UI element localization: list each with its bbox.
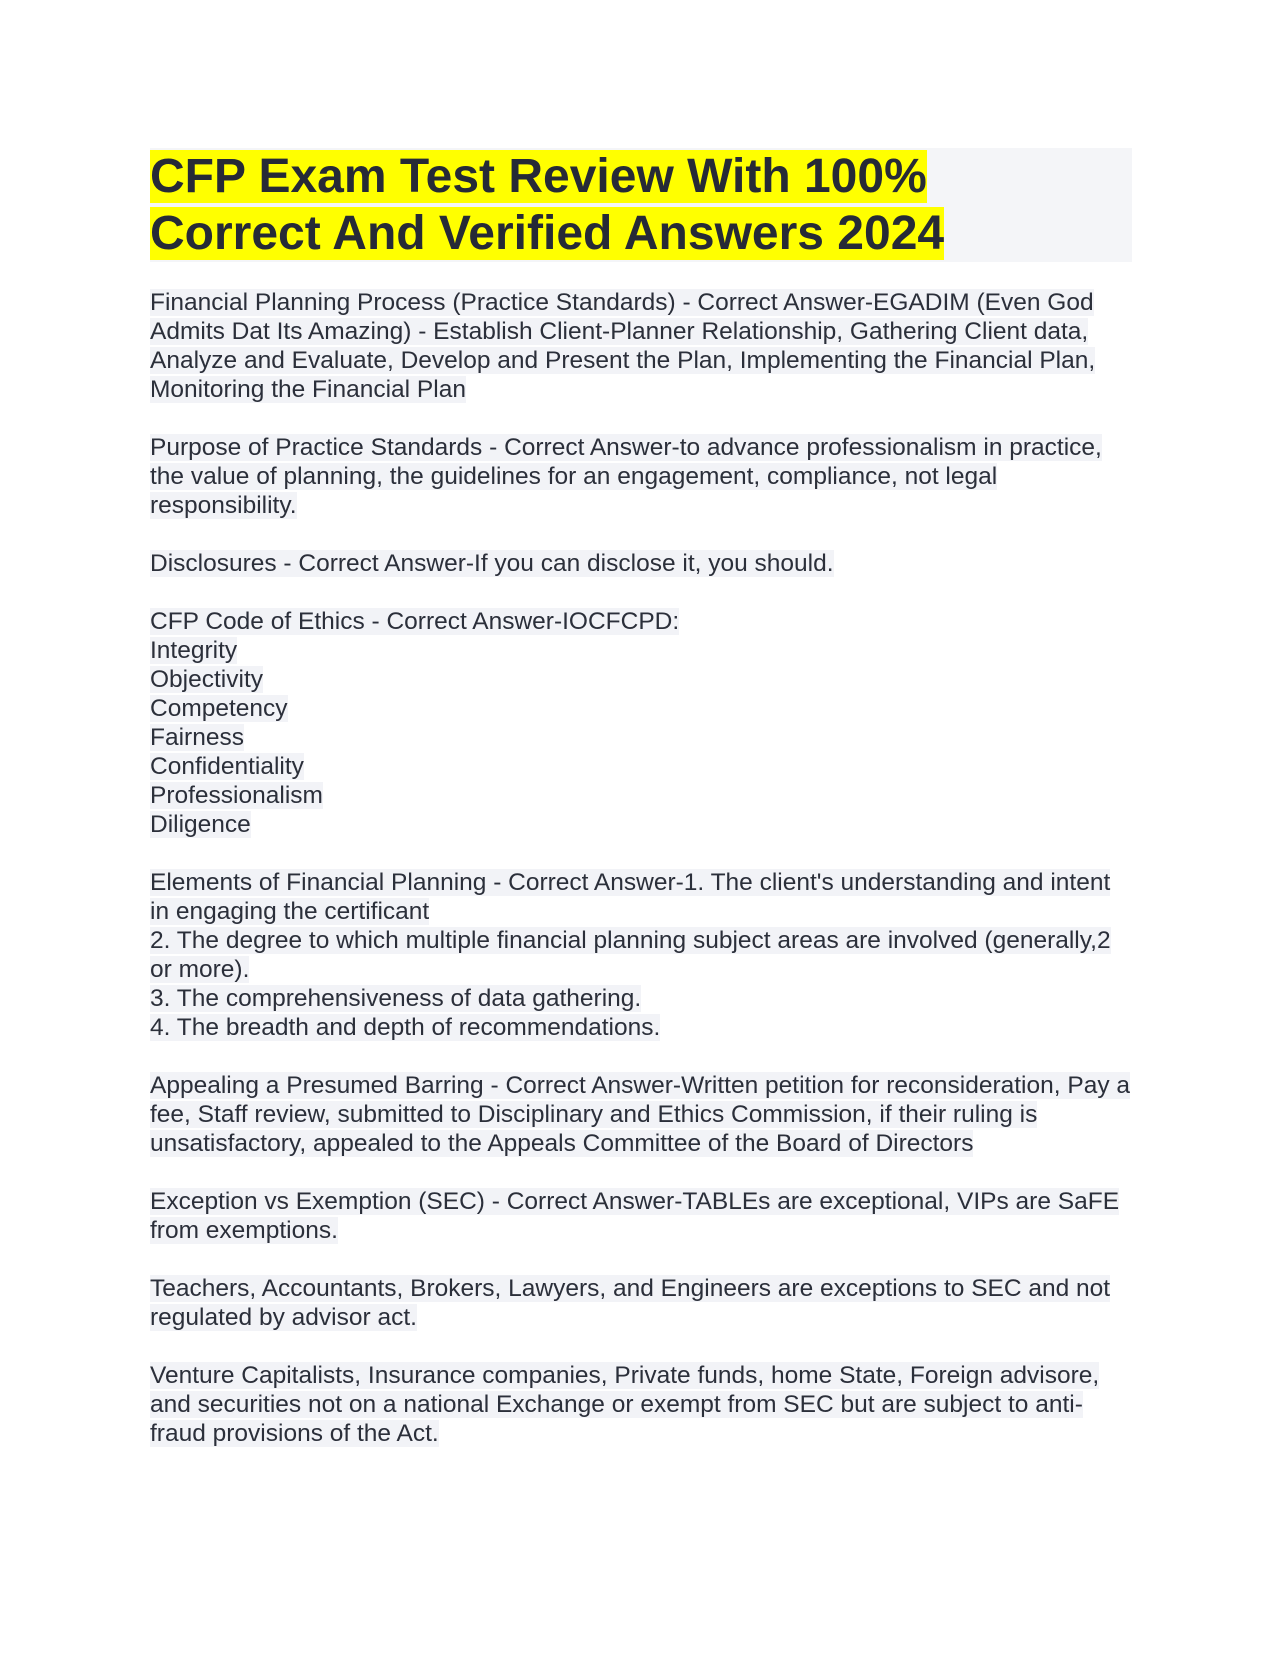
document-body <box>150 288 1132 1448</box>
ethics-item: Integrity <box>150 637 238 664</box>
qa-entry <box>150 868 1132 1042</box>
document-page <box>150 148 1132 1477</box>
title-line-1: CFP Exam Test Review With 100% <box>150 150 927 203</box>
entry-text: Disclosures - Correct Answer-If you can disclose it, you should. <box>150 550 834 577</box>
ethics-item: Professionalism <box>150 782 323 809</box>
qa-entry <box>150 288 1132 404</box>
entry-text: Financial Planning Process (Practice Standards) - Correct Answer-EGADIM (Even God Admits Dat Its Amazing) - Establish Client-Planner Relationship, Gathering Client data, Analyze and Evaluate, Develop and Present the Plan, Implementing the Financial Plan, Monitoring the Financial Plan <box>150 289 1096 403</box>
ethics-item: Fairness <box>150 724 244 751</box>
ethics-item: Objectivity <box>150 666 264 693</box>
qa-entry <box>150 549 1132 578</box>
title-line-2: Correct And Verified Answers 2024 <box>150 207 945 260</box>
element-item: 3. The comprehensiveness of data gathering. <box>150 985 642 1012</box>
qa-entry <box>150 1361 1132 1448</box>
ethics-item: Confidentiality <box>150 753 304 780</box>
document-title <box>150 148 1132 262</box>
entry-text: Teachers, Accountants, Brokers, Lawyers, and Engineers are exceptions to SEC and not regulated by advisor act. <box>150 1275 1111 1331</box>
qa-entry <box>150 1274 1132 1332</box>
element-item: 2. The degree to which multiple financial planning subject areas are involved (generally,2 or more). <box>150 927 1111 983</box>
entry-text: Purpose of Practice Standards - Correct Answer-to advance professionalism in practice, the value of planning, the guidelines for an engagement, compliance, not legal responsibility. <box>150 434 1102 519</box>
title-block <box>150 148 1132 262</box>
entry-text: Exception vs Exemption (SEC) - Correct Answer-TABLEs are exceptional, VIPs are SaFE from exemptions. <box>150 1188 1120 1244</box>
qa-entry <box>150 1187 1132 1245</box>
entry-text: CFP Code of Ethics - Correct Answer-IOCFCPD: <box>150 608 680 635</box>
ethics-item: Diligence <box>150 811 251 838</box>
element-item: 4. The breadth and depth of recommendations. <box>150 1014 661 1041</box>
ethics-item: Competency <box>150 695 288 722</box>
qa-entry <box>150 607 1132 839</box>
entry-text: Elements of Financial Planning - Correct Answer-1. The client's understanding and intent in engaging the certificant <box>150 869 1111 925</box>
qa-entry <box>150 1071 1132 1158</box>
entry-text: Appealing a Presumed Barring - Correct Answer-Written petition for reconsideration, Pay a fee, Staff review, submitted to Disciplinary and Ethics Commission, if their ruling is unsatisfactory, appealed to the Appeals Committee of the Board of Directors <box>150 1072 1131 1157</box>
qa-entry <box>150 433 1132 520</box>
entry-text: Venture Capitalists, Insurance companies, Private funds, home State, Foreign advisore, and securities not on a national Exchange or exempt from SEC but are subject to anti-fraud provisions of the Act. <box>150 1362 1100 1447</box>
